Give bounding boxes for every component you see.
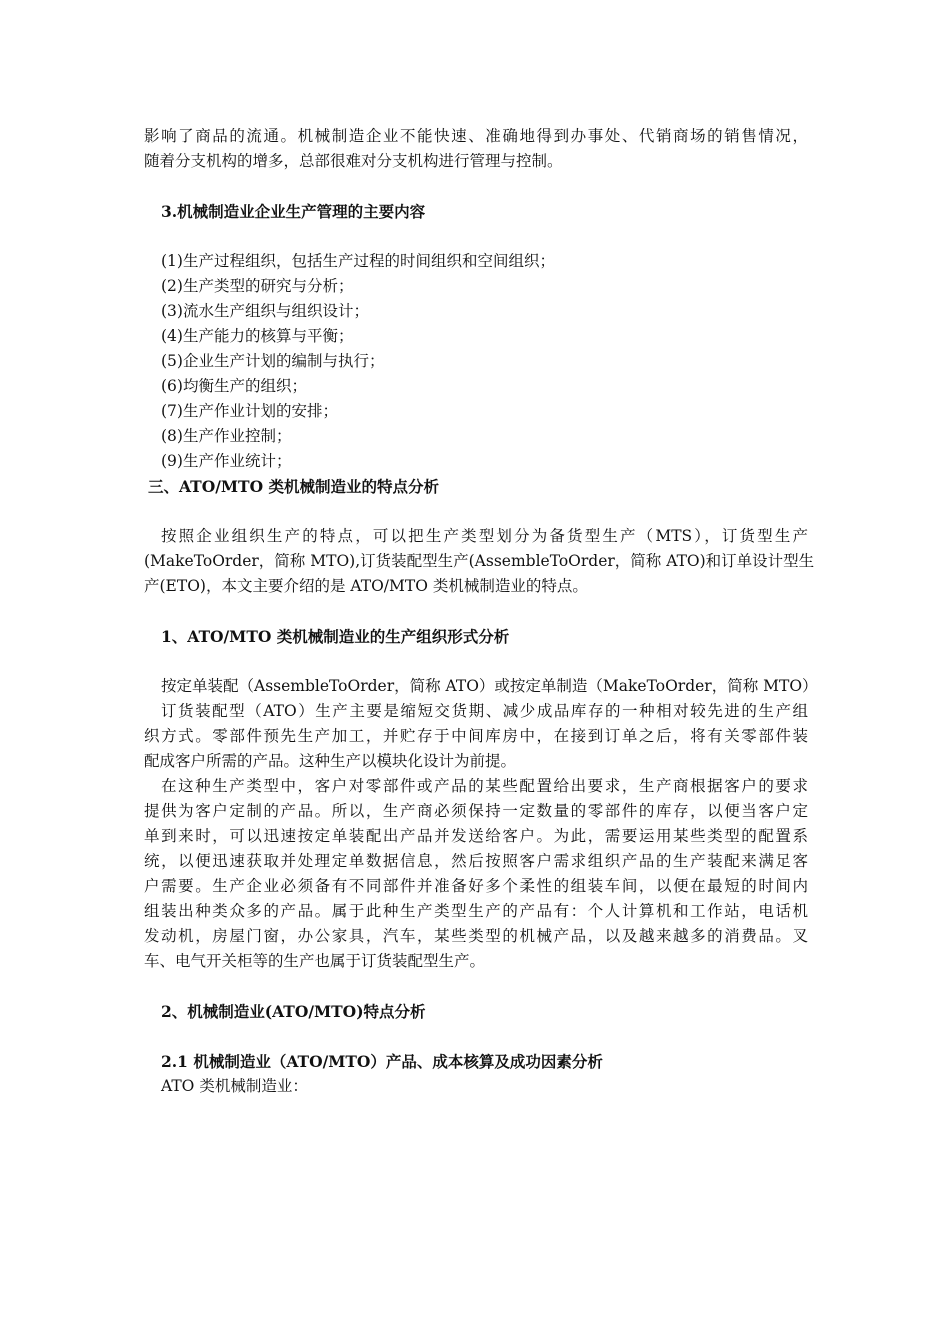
section-3-list — [144, 249, 808, 474]
part-3-para-line-2: (MakeToOrder，简称 MTO),订货装配型生产(AssembleToOrder，简称 ATO)和订单设计型生 — [144, 552, 815, 570]
list-item: (5)企业生产计划的编制与执行； — [161, 352, 385, 370]
intro-line-1: 影响了商品的流通。机械制造企业不能快速、准确地得到办事处、代销商场的销售情况， — [144, 127, 808, 145]
sub-1-para-2-line-7: 发动机，房屋门窗，办公家具，汽车，某些类型的机械产品，以及越来越多的消费品。叉 — [144, 927, 808, 945]
sub-1-para-2-line-5: 户需要。生产企业必须备有不同部件并准备好多个柔性的组装车间，以便在最短的时间内 — [144, 877, 808, 895]
part-3-heading: 三、ATO/MTO 类机械制造业的特点分析 — [148, 477, 439, 496]
sub-1-line-a: 按定单装配（AssembleToOrder，简称 ATO）或按定单制造（MakeToOrder，简称 MTO） — [161, 677, 818, 695]
sub-1-para-2-line-1: 在这种生产类型中，客户对零部件或产品的某些配置给出要求，生产商根据客户的要求 — [161, 777, 808, 795]
list-item: (2)生产类型的研究与分析； — [161, 277, 354, 295]
sub-1-para-2-line-2: 提供为客户定制的产品。所以，生产商必须保持一定数量的零部件的库存，以便当客户定 — [144, 802, 808, 820]
intro-line-2: 随着分支机构的增多，总部很难对分支机构进行管理与控制。 — [144, 152, 563, 170]
list-item: (7)生产作业计划的安排； — [161, 402, 338, 420]
sub-1-para-1-line-1: 订货装配型（ATO）生产主要是缩短交货期、减少成品库存的一种相对较先进的生产组 — [161, 702, 808, 720]
list-item: (6)均衡生产的组织； — [161, 377, 307, 395]
sub-1-para-2-line-3: 单到来时，可以迅速按定单装配出产品并发送给客户。为此，需要运用某些类型的配置系 — [144, 827, 808, 845]
list-item: (8)生产作业控制； — [161, 427, 292, 445]
list-item: (1)生产过程组织，包括生产过程的时间组织和空间组织； — [161, 252, 555, 270]
part-3-para-line-3: 产(ETO)，本文主要介绍的是 ATO/MTO 类机械制造业的特点。 — [144, 577, 588, 595]
list-item: (9)生产作业统计； — [161, 452, 292, 470]
sub-1-para-2-line-6: 组装出种类众多的产品。属于此种生产类型生产的产品有：个人计算机和工作站，电话机 — [144, 902, 808, 920]
sub-1-para-2-line-8: 车、电气开关柜等的生产也属于订货装配型生产。 — [144, 952, 486, 970]
section-3-heading: 3.机械制造业企业生产管理的主要内容 — [161, 202, 426, 221]
sub-2-1-heading: 2.1 机械制造业（ATO/MTO）产品、成本核算及成功因素分析 — [161, 1052, 603, 1071]
document-page — [144, 124, 818, 1099]
sub-1-para-2-line-4: 统，以便迅速获取并处理定单数据信息，然后按照客户需求组织产品的生产装配来满足客 — [144, 852, 808, 870]
sub-1-para-1-line-3: 配成客户所需的产品。这种生产以模块化设计为前提。 — [144, 752, 517, 770]
list-item: (3)流水生产组织与组织设计； — [161, 302, 369, 320]
sub-2-1-line: ATO 类机械制造业： — [161, 1077, 308, 1095]
sub-1-heading: 1、ATO/MTO 类机械制造业的生产组织形式分析 — [161, 627, 510, 646]
sub-1-para-1-line-2: 织方式。零部件预先生产加工，并贮存于中间库房中，在接到订单之后，将有关零部件装 — [144, 727, 808, 745]
list-item: (4)生产能力的核算与平衡； — [161, 327, 354, 345]
sub-2-heading: 2、机械制造业(ATO/MTO)特点分析 — [161, 1002, 426, 1021]
part-3-para-line-1: 按照企业组织生产的特点，可以把生产类型划分为备货型生产（MTS），订货型生产 — [161, 527, 808, 545]
